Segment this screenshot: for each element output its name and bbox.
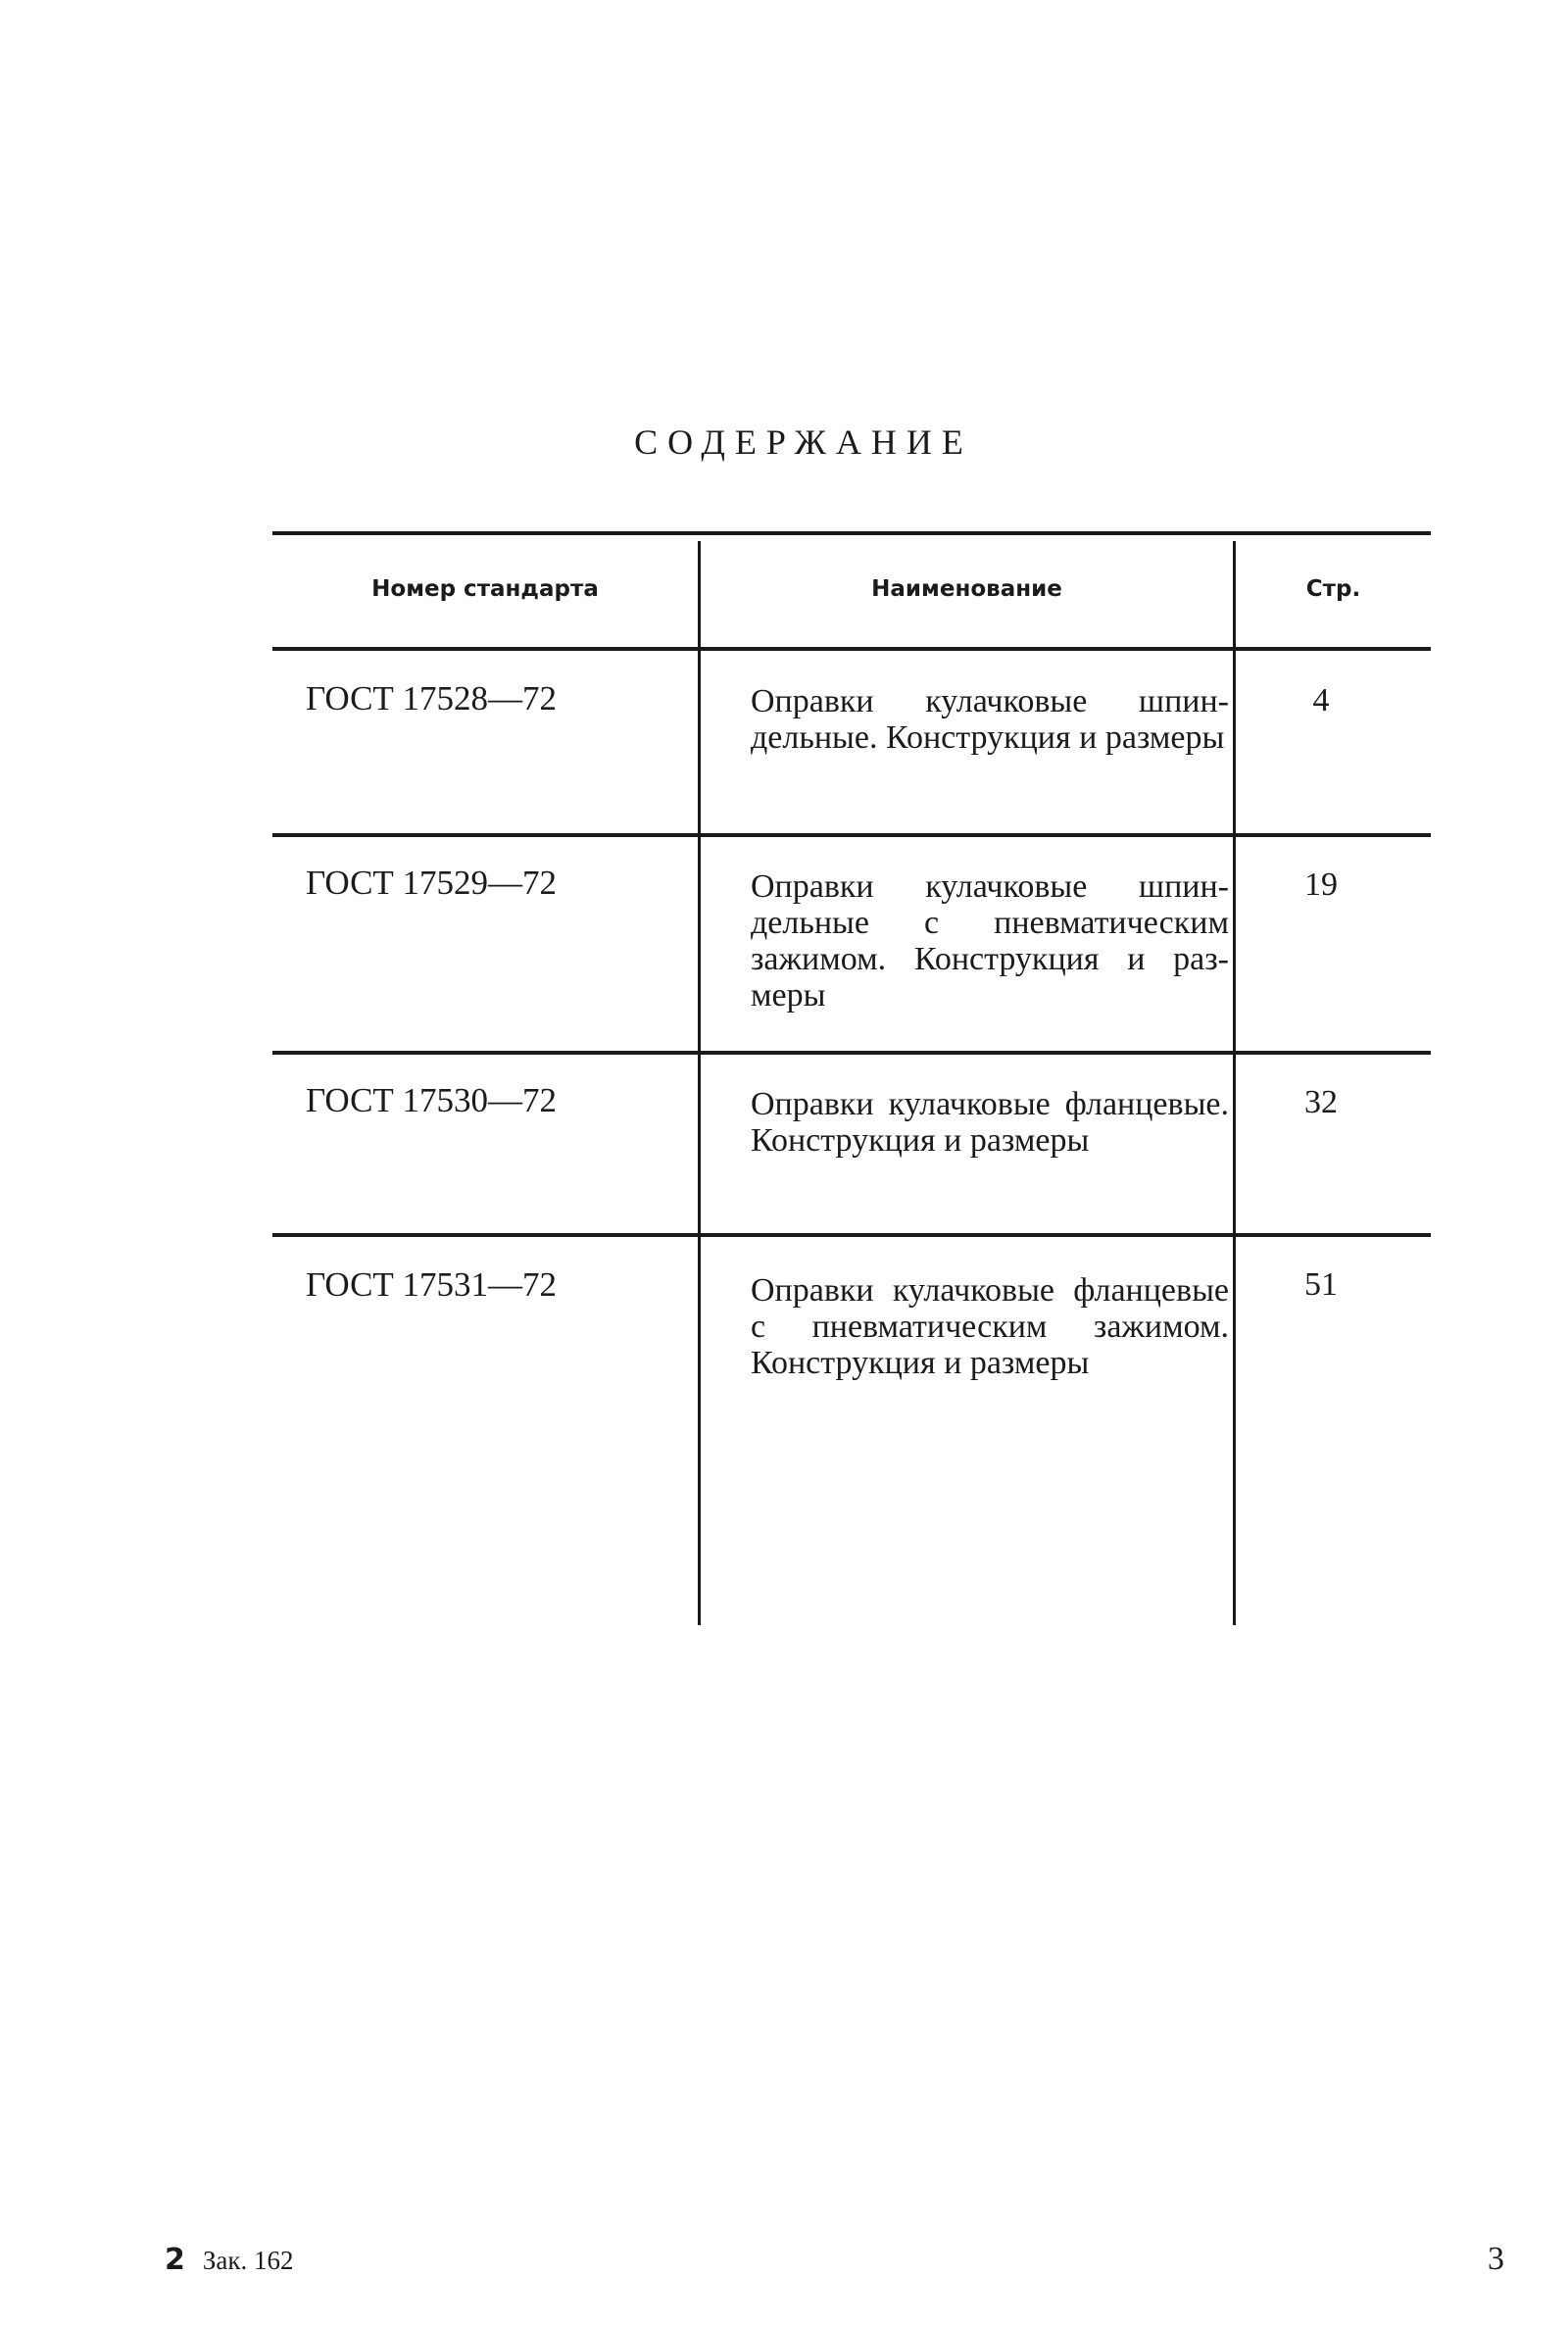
table-row-1-name: Оправки кулачковые шпиндельные. Конструкция и размеры [751, 683, 1229, 756]
table-row-4-number: ГОСТ 17531—72 [306, 1265, 558, 1304]
row-separator [272, 833, 1431, 837]
table-row-1-page: 4 [1312, 682, 1330, 718]
table-row-2-number: ГОСТ 17529—72 [306, 864, 558, 902]
table-top-rule [272, 531, 1431, 535]
table-row-4-page: 51 [1304, 1266, 1338, 1303]
table-row-3-page: 32 [1304, 1084, 1338, 1120]
page-title: СОДЕРЖАНИЕ [634, 422, 973, 462]
print-order-note [165, 2243, 294, 2277]
page-number: 3 [1488, 2241, 1504, 2277]
header-number: Номер стандарта [371, 576, 599, 602]
table-row-1-number: ГОСТ 17528—72 [306, 679, 558, 717]
column-divider [698, 541, 701, 1625]
table-row-2-page: 19 [1304, 866, 1338, 903]
header-page: Стр. [1305, 576, 1361, 602]
table-row-3-name: Оправки кулачковые фланцевые. Конструкция и размеры [751, 1086, 1229, 1159]
sheet-mark: 2 [165, 2243, 185, 2277]
table-row-3-number: ГОСТ 17530—72 [306, 1081, 558, 1119]
table-row-4-name: Оправки кулачковые фланцевые с пневматическим зажимом. Конструкция и размеры [751, 1272, 1229, 1381]
header-bottom-rule [272, 647, 1431, 651]
table-row-2-name: Оправки кулачковые шпиндельные с пневматическим зажимом. Конструкция и размеры [751, 868, 1229, 1014]
row-separator [272, 1051, 1431, 1055]
order-number: Зак. 162 [202, 2246, 294, 2275]
header-name: Наименование [871, 576, 1062, 602]
row-separator [272, 1233, 1431, 1237]
